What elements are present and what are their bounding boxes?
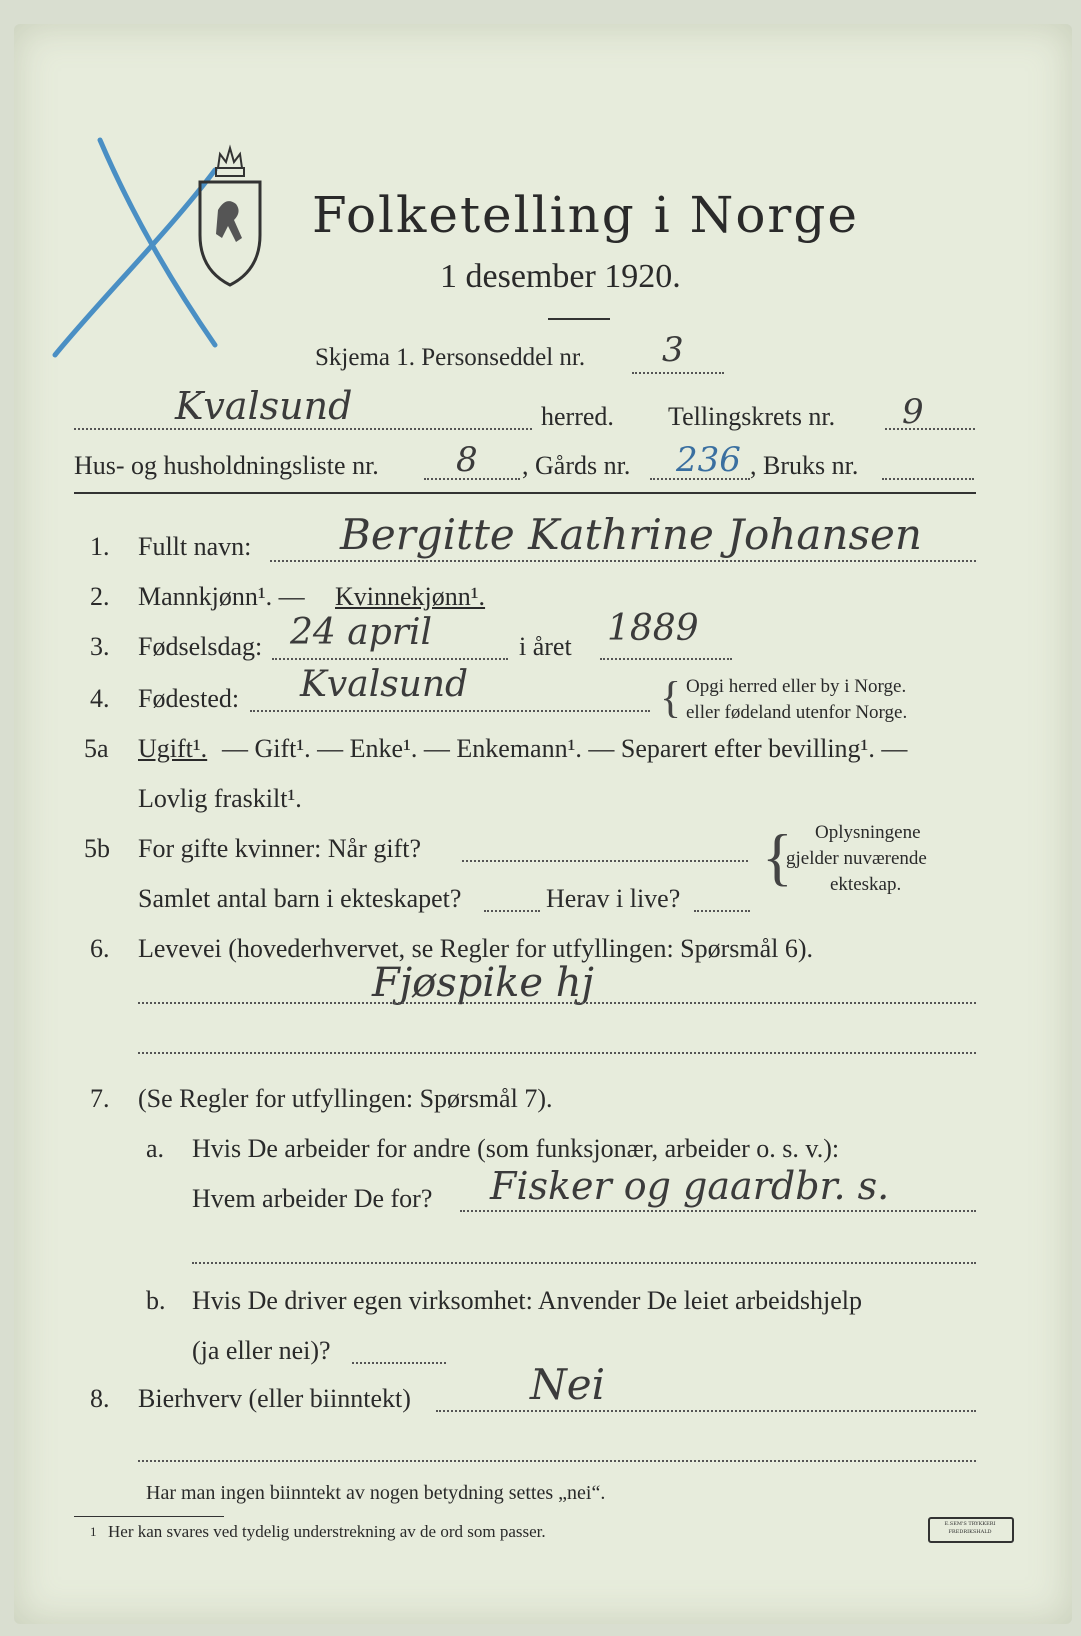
form-title: Folketelling i Norge	[312, 186, 859, 244]
birthplace-value: Kvalsund	[300, 664, 469, 705]
bruks-label: , Bruks nr.	[750, 451, 859, 480]
children-alive-label: Herav i live?	[546, 884, 681, 913]
title-divider	[548, 318, 610, 320]
marriage-note-3: ekteskap.	[830, 874, 902, 895]
marriage-note-1: Oplysningene	[815, 822, 921, 843]
female-option: Kvinnekjønn¹.	[335, 582, 486, 611]
unmarried-option: Ugift¹.	[138, 734, 208, 763]
q1-number: 1.	[90, 532, 110, 561]
hired-help-line	[352, 1362, 446, 1364]
year-line	[600, 658, 732, 660]
q5b-number: 5b	[84, 834, 110, 863]
married-women-label: For gifte kvinner: Når gift?	[138, 834, 422, 863]
full-name-line	[270, 560, 976, 562]
q5a-number: 5a	[84, 734, 109, 763]
brace-marriage: {	[762, 821, 793, 892]
side-income-label: Bierhverv (eller biinntekt)	[138, 1384, 411, 1413]
year-value: 1889	[607, 608, 699, 649]
hus-label: Hus- og husholdningsliste nr.	[74, 451, 379, 480]
coat-of-arms-icon	[190, 140, 270, 290]
employer-line-2	[192, 1262, 976, 1264]
tellingskrets-value: 9	[902, 392, 924, 432]
footnote-mark: 1	[90, 1524, 97, 1539]
occupation-label: Levevei (hovederhvervet, se Regler for utfyllingen: Spørsmål 6).	[138, 934, 814, 963]
schema-nr-value: 3	[662, 330, 684, 370]
married-date-line	[462, 860, 748, 862]
children-total-label: Samlet antal barn i ekteskapet?	[138, 884, 462, 913]
schema-nr-line	[632, 372, 724, 374]
employer-value: Fisker og gaardbr. s.	[490, 1164, 890, 1208]
q4-number: 4.	[90, 684, 110, 713]
employer-line	[460, 1210, 976, 1212]
schema-label: Skjema 1. Personseddel nr.	[315, 344, 586, 371]
q7a-letter: a.	[146, 1134, 165, 1163]
side-income-line-2	[138, 1460, 976, 1462]
birthdate-line	[272, 658, 508, 660]
q7b-text: Hvis De driver egen virksomhet: Anvender De leiet arbeidshjelp	[192, 1286, 863, 1315]
hus-value: 8	[456, 440, 478, 480]
q2-number: 2.	[90, 582, 110, 611]
occupation-value: Fjøspike hj	[372, 960, 594, 1006]
gards-label: , Gårds nr.	[522, 451, 631, 480]
brace-birthplace: {	[660, 673, 682, 722]
q7-label: (Se Regler for utfyllingen: Spørsmål 7).	[138, 1084, 553, 1113]
q7-number: 7.	[90, 1084, 110, 1113]
bruks-line	[882, 478, 974, 480]
header-rule	[74, 492, 976, 494]
printer-stamp-text: E.SEM'S TRYKKERI FREDRIKSHALD	[944, 1521, 996, 1535]
herred-value: Kvalsund	[175, 384, 353, 428]
children-alive-line	[694, 910, 750, 912]
tellingskrets-line	[885, 428, 975, 430]
side-income-line	[436, 1410, 976, 1412]
herred-line	[74, 428, 532, 430]
herred-label: herred.	[541, 402, 614, 431]
children-total-line	[484, 910, 540, 912]
full-name-value: Bergitte Kathrine Johansen	[340, 510, 922, 559]
hired-help-label: (ja eller nei)?	[192, 1336, 331, 1365]
q8-number: 8.	[90, 1384, 110, 1413]
employer-label: Hvem arbeider De for?	[192, 1184, 433, 1213]
occupation-line-2	[138, 1052, 976, 1054]
q6-number: 6.	[90, 934, 110, 963]
marriage-note-2: gjelder nuværende	[786, 848, 927, 869]
footnote-rule	[74, 1516, 224, 1517]
birthplace-note-1: Opgi herred eller by i Norge.	[686, 676, 907, 697]
birthdate-value: 24 april	[290, 612, 432, 653]
year-label: i året	[519, 632, 572, 661]
full-name-label: Fullt navn:	[138, 532, 252, 561]
birthplace-line	[250, 710, 650, 712]
marital-options: — Gift¹. — Enke¹. — Enkemann¹. — Separert efter bevilling¹. —	[222, 734, 908, 763]
birthplace-note-2: eller fødeland utenfor Norge.	[686, 702, 908, 723]
male-option: Mannkjønn¹. —	[138, 582, 305, 611]
q7a-text: Hvis De arbeider for andre (som funksjonær, arbeider o. s. v.):	[192, 1134, 840, 1163]
footnote-text: Her kan svares ved tydelig understrekning av de ord som passer.	[108, 1522, 546, 1541]
gards-value: 236	[676, 440, 741, 480]
occupation-line-1	[138, 1002, 976, 1004]
divorced-option: Lovlig fraskilt¹.	[138, 784, 302, 813]
census-date: 1 desember 1920.	[440, 258, 681, 295]
birthplace-label: Fødested:	[138, 684, 240, 713]
q7b-letter: b.	[146, 1286, 166, 1315]
tellingskrets-label: Tellingskrets nr.	[668, 402, 836, 431]
birthdate-label: Fødselsdag:	[138, 632, 263, 661]
q3-number: 3.	[90, 632, 110, 661]
side-income-value: Nei	[530, 1360, 606, 1409]
no-income-note: Har man ingen biinntekt av nogen betydning settes „nei“.	[146, 1482, 606, 1504]
